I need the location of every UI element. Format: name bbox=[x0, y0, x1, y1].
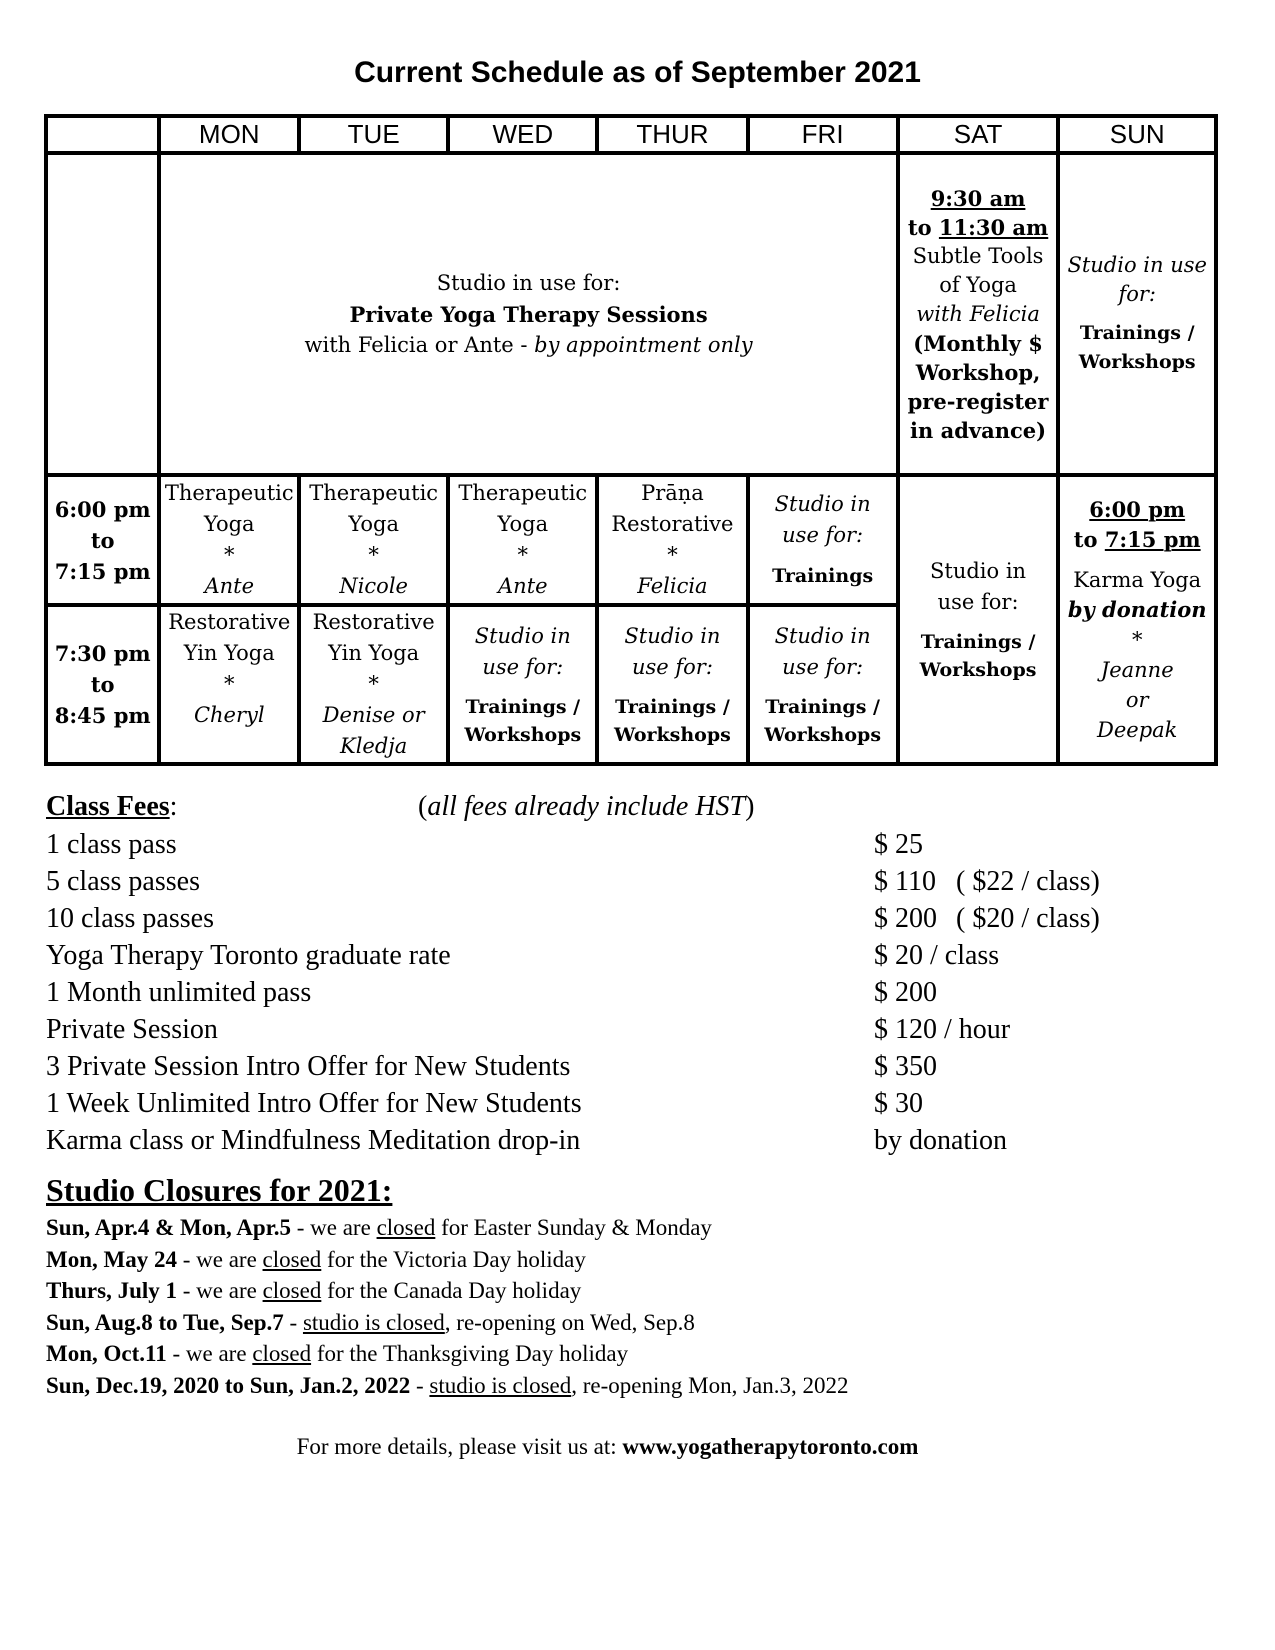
cell-line: Studio in bbox=[774, 623, 871, 648]
cell-line: * bbox=[224, 672, 235, 696]
closure-ul: closed bbox=[262, 1278, 322, 1304]
cell-text: to bbox=[907, 214, 939, 240]
cell-line: Trainings / bbox=[920, 630, 1036, 653]
closure-pre: - bbox=[410, 1372, 430, 1398]
cell-line: * bbox=[667, 543, 678, 567]
closure-post: for the Victoria Day holiday bbox=[321, 1246, 586, 1272]
cell-line: Trainings / bbox=[465, 695, 581, 718]
cell-line: Yoga bbox=[497, 512, 549, 536]
cell-line: Yin Yoga bbox=[328, 641, 420, 665]
fees-note bbox=[418, 788, 754, 826]
cell-line: Deepak bbox=[1097, 717, 1178, 742]
cell-line: of Yoga bbox=[939, 272, 1017, 297]
closure-date: Mon, Oct.11 bbox=[46, 1341, 167, 1367]
time-cell bbox=[46, 153, 159, 475]
cell-line: use for: bbox=[782, 522, 864, 547]
sun-morning-cell bbox=[1058, 153, 1216, 475]
cell-line: Therapeutic bbox=[458, 481, 588, 505]
cell-line: Prāṇa bbox=[641, 481, 704, 505]
class-cell bbox=[748, 605, 898, 764]
fee-name: 1 Month unlimited pass bbox=[46, 977, 312, 1008]
cell-line: 9:30 am bbox=[930, 185, 1026, 211]
day-header: TUE bbox=[299, 116, 448, 153]
closure-post: for Easter Sunday & Monday bbox=[435, 1215, 712, 1240]
fee-row bbox=[46, 863, 1226, 901]
closure-date: Mon, May 24 bbox=[46, 1246, 177, 1272]
cell-line: Studio in bbox=[930, 558, 1027, 583]
cell-line: Studio in use for: bbox=[436, 270, 621, 295]
class-cell bbox=[159, 475, 299, 605]
fee-price: $ 20 / class bbox=[874, 940, 1000, 971]
cell-line: Yoga bbox=[203, 512, 255, 536]
fee-name: 3 Private Session Intro Offer for New Students bbox=[46, 1051, 571, 1082]
cell-line: to bbox=[90, 527, 115, 553]
fees-note-close: ) bbox=[745, 791, 755, 822]
cell-line: 6:00 pm bbox=[1089, 496, 1186, 522]
cell-line: Restorative bbox=[312, 610, 435, 634]
closure-post: for the Thanksgiving Day holiday bbox=[311, 1341, 629, 1367]
cell-line: Cheryl bbox=[193, 703, 265, 727]
time-cell bbox=[46, 475, 159, 605]
cell-line: Studio in bbox=[474, 623, 571, 648]
day-header: SUN bbox=[1058, 116, 1216, 153]
cell-line: Yoga bbox=[348, 512, 399, 536]
cell-line: Studio in use bbox=[1067, 253, 1207, 277]
closure-pre: - we are bbox=[177, 1278, 263, 1304]
cell-line: Trainings / bbox=[765, 695, 880, 718]
cell-line: 8:45 pm bbox=[54, 703, 151, 728]
class-cell bbox=[159, 605, 299, 764]
closure-post: , re-opening on Wed, Sep.8 bbox=[444, 1309, 695, 1335]
fee-price: $ 120 / hour bbox=[874, 1014, 1011, 1045]
cell-line: with Felicia bbox=[916, 301, 1040, 326]
cell-line: in advance) bbox=[910, 417, 1047, 443]
class-cell bbox=[448, 475, 597, 605]
private-sessions-cell bbox=[159, 153, 897, 475]
fee-name: 5 class passes bbox=[46, 866, 200, 897]
cell-text: with Felicia or Ante - bbox=[304, 332, 535, 357]
cell-line: by donation bbox=[1067, 596, 1207, 622]
closures-title: Studio Closures for 2021: bbox=[46, 1172, 393, 1208]
closure-ul: studio is closed bbox=[429, 1372, 572, 1398]
fees-note-text: all fees already include HST bbox=[427, 791, 746, 822]
page-title: Current Schedule as of September 2021 bbox=[354, 56, 921, 89]
cell-line: 7:15 pm bbox=[54, 558, 151, 584]
cell-line: use for: bbox=[482, 654, 564, 679]
closure-item bbox=[46, 1212, 849, 1244]
cell-line: * bbox=[368, 543, 379, 567]
cell-line: Jeanne bbox=[1100, 657, 1174, 682]
day-header: WED bbox=[448, 116, 597, 153]
fee-name: 1 class pass bbox=[46, 829, 177, 860]
closure-pre: - we are bbox=[166, 1341, 253, 1367]
closures-list bbox=[46, 1212, 849, 1402]
cell-line: Therapeutic bbox=[164, 481, 294, 505]
cell-line: use for: bbox=[631, 654, 713, 679]
cell-line: Workshop, bbox=[915, 359, 1041, 385]
closure-pre: - we are bbox=[291, 1215, 377, 1240]
cell-line: Studio in bbox=[774, 491, 871, 516]
closure-item bbox=[46, 1275, 849, 1307]
morning-row bbox=[46, 153, 1216, 475]
fee-price: $ 350 bbox=[874, 1051, 937, 1082]
cell-line: (Monthly $ bbox=[913, 330, 1043, 356]
closure-item bbox=[46, 1370, 849, 1402]
cell-line: to bbox=[90, 672, 115, 697]
cell-line bbox=[902, 213, 1055, 242]
fee-name: 10 class passes bbox=[46, 903, 214, 934]
day-header: MON bbox=[159, 116, 299, 153]
cell-line: 7:30 pm bbox=[54, 641, 151, 666]
fee-price: by donation bbox=[874, 1125, 1007, 1156]
fee-row bbox=[46, 826, 1226, 864]
day-header: FRI bbox=[748, 116, 898, 153]
closure-pre: - we are bbox=[176, 1246, 263, 1272]
cell-line: Workshops bbox=[764, 723, 882, 746]
closure-date: Sun, Apr.4 & Mon, Apr.5 bbox=[46, 1215, 291, 1240]
schedule-table bbox=[44, 114, 1218, 766]
cell-line: Karma Yoga bbox=[1073, 567, 1202, 592]
cell-line: Nicole bbox=[339, 574, 408, 598]
cell-line: Therapeutic bbox=[309, 481, 439, 505]
fee-row bbox=[46, 900, 1226, 938]
corner-cell bbox=[46, 116, 159, 153]
cell-line: pre-register bbox=[907, 388, 1049, 414]
fee-note: ( $22 / class) bbox=[956, 866, 1100, 897]
sat-morning-cell bbox=[898, 153, 1059, 475]
closure-date: Sun, Dec.19, 2020 to Sun, Jan.2, 2022 bbox=[46, 1372, 411, 1398]
cell-line: Ante bbox=[204, 574, 255, 598]
cell-text: 11:30 am bbox=[938, 214, 1049, 240]
fee-name: Private Session bbox=[46, 1014, 218, 1045]
day-header: SAT bbox=[898, 116, 1059, 153]
closure-ul: studio is closed bbox=[302, 1309, 445, 1335]
cell-line: Private Yoga Therapy Sessions bbox=[349, 301, 708, 327]
cell-line: use for: bbox=[782, 654, 864, 679]
cell-line: Trainings bbox=[772, 564, 874, 587]
sat-evening-cell bbox=[898, 475, 1059, 764]
fee-row bbox=[46, 1048, 1226, 1086]
class-cell bbox=[299, 475, 448, 605]
website-link[interactable]: www.yogatherapytoronto.com bbox=[622, 1434, 919, 1459]
cell-line: Workshops bbox=[919, 658, 1037, 681]
day-header: THUR bbox=[597, 116, 747, 153]
cell-line: Kledja bbox=[340, 734, 408, 758]
closure-date: Thurs, July 1 bbox=[46, 1278, 178, 1304]
cell-line: Restorative bbox=[611, 512, 734, 536]
cell-line: Workshops bbox=[464, 723, 582, 746]
evening-row-1 bbox=[46, 475, 1216, 605]
cell-line: * bbox=[224, 543, 235, 567]
sun-evening-cell bbox=[1058, 475, 1216, 764]
class-cell bbox=[748, 475, 898, 605]
fees-heading-colon: : bbox=[169, 791, 178, 822]
fee-row bbox=[46, 974, 1226, 1012]
cell-line: * bbox=[517, 543, 529, 567]
fee-price: $ 30 bbox=[874, 1088, 923, 1119]
cell-line: Studio in bbox=[624, 623, 721, 648]
cell-line: for: bbox=[1118, 282, 1156, 306]
cell-line: 6:00 pm bbox=[54, 496, 151, 522]
footer-text: For more details, please visit us at: bbox=[296, 1434, 623, 1459]
cell-line: Trainings / bbox=[1079, 322, 1195, 344]
cell-line bbox=[1062, 525, 1212, 555]
cell-line: Workshops bbox=[1078, 351, 1196, 373]
cell-text: by appointment only bbox=[534, 332, 753, 357]
closure-post: , re-opening Mon, Jan.3, 2022 bbox=[571, 1372, 849, 1398]
cell-line: * bbox=[1131, 627, 1143, 652]
fee-row bbox=[46, 1122, 1226, 1160]
cell-text: to bbox=[1073, 526, 1105, 552]
class-cell bbox=[597, 605, 747, 764]
fee-name: 1 Week Unlimited Intro Offer for New Students bbox=[46, 1088, 582, 1119]
fee-price: $ 25 bbox=[874, 829, 923, 860]
fee-row bbox=[46, 1085, 1226, 1123]
fee-row bbox=[46, 937, 1226, 975]
time-cell bbox=[46, 605, 159, 764]
cell-line bbox=[163, 330, 893, 361]
fee-price: $ 200 bbox=[874, 977, 937, 1008]
closure-ul: closed bbox=[376, 1215, 436, 1240]
closure-date: Sun, Aug.8 to Tue, Sep.7 bbox=[46, 1309, 284, 1335]
fees-heading-label: Class Fees bbox=[46, 791, 170, 822]
cell-text: 7:15 pm bbox=[1104, 526, 1201, 552]
fees-heading bbox=[46, 788, 177, 826]
cell-line: Workshops bbox=[614, 723, 731, 746]
day-header-row bbox=[46, 116, 1216, 153]
closure-pre: - bbox=[283, 1309, 303, 1335]
closure-ul: closed bbox=[262, 1246, 322, 1272]
cell-line: Ante bbox=[498, 574, 548, 598]
closure-item bbox=[46, 1338, 849, 1370]
fee-name: Karma class or Mindfulness Meditation drop-in bbox=[46, 1125, 581, 1156]
cell-line: use for: bbox=[937, 589, 1019, 614]
fee-row bbox=[46, 1011, 1226, 1049]
closure-post: for the Canada Day holiday bbox=[321, 1278, 582, 1304]
closure-ul: closed bbox=[252, 1341, 312, 1367]
closure-item bbox=[46, 1307, 849, 1339]
fees-note-open: ( bbox=[418, 791, 428, 822]
cell-line: Subtle Tools bbox=[912, 243, 1044, 268]
class-cell bbox=[597, 475, 747, 605]
cell-line: * bbox=[368, 672, 379, 696]
closure-item bbox=[46, 1244, 849, 1276]
cell-line: Denise or bbox=[322, 703, 425, 727]
class-cell bbox=[299, 605, 448, 764]
cell-line: Felicia bbox=[637, 574, 708, 598]
fee-note: ( $20 / class) bbox=[956, 903, 1100, 934]
cell-line: Trainings / bbox=[615, 695, 730, 718]
fee-price: $ 200 bbox=[874, 903, 937, 934]
cell-line: or bbox=[1125, 687, 1149, 712]
fee-name: Yoga Therapy Toronto graduate rate bbox=[46, 940, 451, 971]
cell-line: Yin Yoga bbox=[183, 641, 275, 665]
footer bbox=[0, 1434, 1215, 1460]
fee-price: $ 110 bbox=[874, 866, 936, 897]
cell-line: Restorative bbox=[168, 610, 291, 634]
class-cell bbox=[448, 605, 597, 764]
